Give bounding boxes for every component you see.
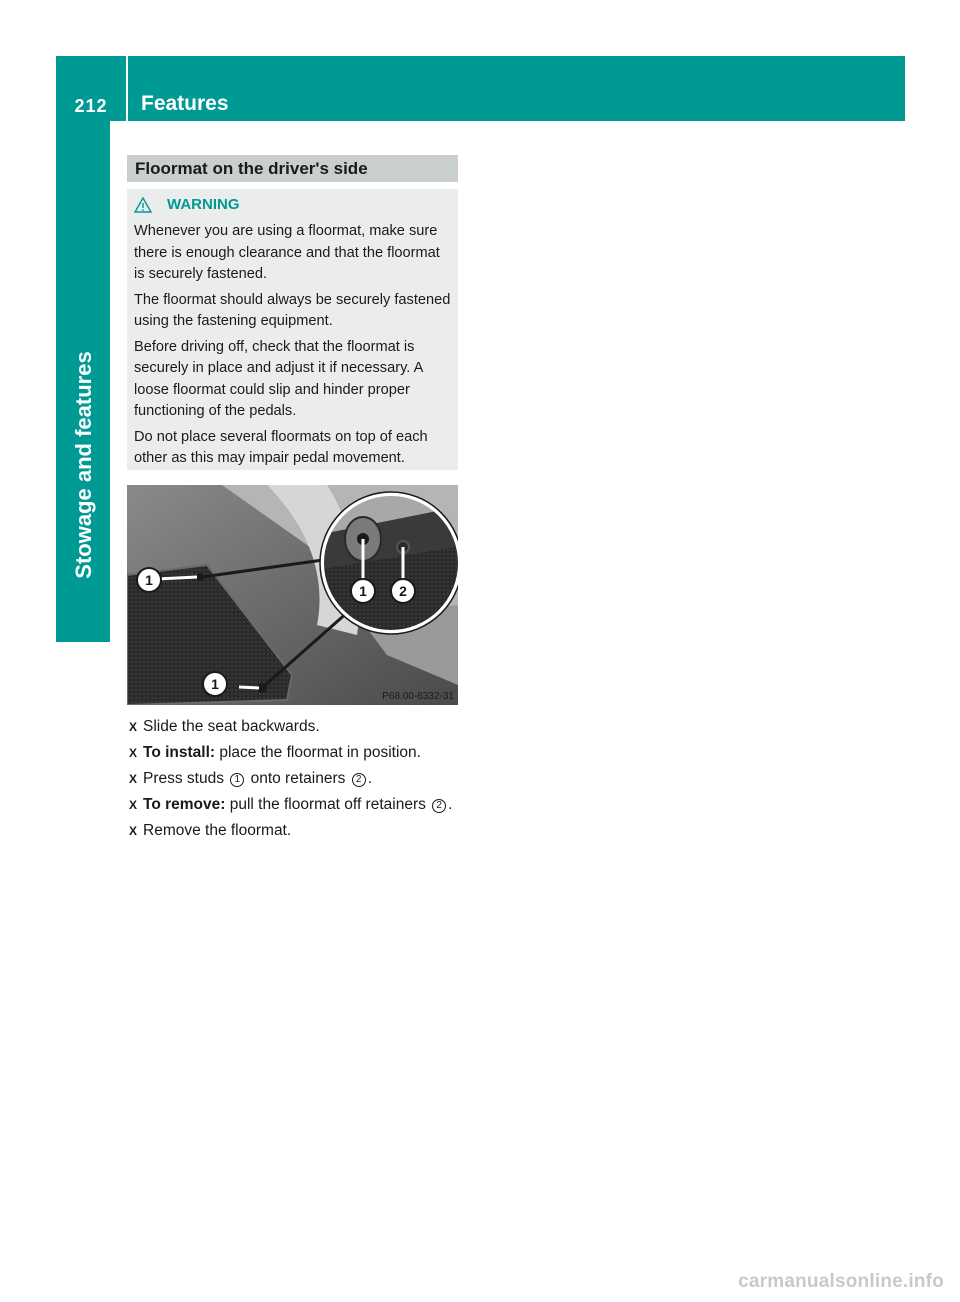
svg-text:1: 1 [211, 676, 219, 692]
step-label: To install: [143, 744, 216, 761]
step-marker: X [129, 772, 138, 786]
step-detail: . [367, 770, 372, 787]
step-text: Remove the floormat. [143, 822, 292, 839]
header-divider [126, 56, 128, 121]
callout-number: 2 [432, 799, 446, 813]
svg-text:1: 1 [145, 572, 153, 588]
step-label: To remove: [143, 796, 226, 813]
warning-title-text: WARNING [167, 196, 240, 213]
watermark[interactable]: carmanualsonline.info [738, 1271, 944, 1292]
step-text: Slide the seat backwards. [143, 718, 320, 735]
step-text [143, 768, 469, 790]
step-detail: pull the floormat off retainers [225, 796, 431, 813]
chapter-title: Features [141, 92, 229, 115]
step-item [129, 742, 469, 764]
step-marker: X [129, 746, 138, 760]
page-number: 212 [74, 96, 108, 116]
step-detail: onto retainers [246, 770, 350, 787]
callout-1-bottom [203, 672, 227, 696]
step-detail: . [448, 796, 453, 813]
step-marker: X [129, 720, 138, 734]
step-item [129, 716, 469, 738]
section-heading: Floormat on the driver's side [127, 155, 458, 182]
callout-1-left [137, 568, 161, 592]
step-marker: X [129, 824, 138, 838]
warning-paragraph: Before driving off, check that the floormat is securely in place and adjust it if necessary. A loose floormat could slip and hinder proper functioning of the pedals. [134, 338, 423, 419]
warning-triangle-icon [134, 197, 152, 213]
step-marker: X [129, 798, 138, 812]
step-detail: Press studs [143, 770, 229, 787]
warning-paragraph: The floormat should always be securely fastened using the fastening equipment. [134, 291, 451, 329]
callout-number: 1 [230, 773, 244, 787]
warning-box [127, 189, 458, 470]
instruction-steps [129, 716, 469, 846]
side-tab-label: Stowage and features [71, 351, 96, 579]
step-text [143, 794, 469, 816]
svg-text:2: 2 [399, 583, 407, 599]
warning-title [134, 196, 452, 213]
warning-paragraph: Whenever you are using a floormat, make sure there is enough clearance and that the floormat is securely fastened. [134, 223, 440, 282]
callout-1-zoom [351, 579, 375, 603]
floormat-illustration [127, 485, 458, 705]
callout-number: 2 [352, 773, 366, 787]
step-item [129, 820, 469, 842]
step-item [129, 794, 469, 816]
step-item [129, 768, 469, 790]
step-text [143, 742, 469, 764]
figure-code: P68.00-6332-31 [382, 691, 454, 702]
callout-2-zoom [391, 579, 415, 603]
warning-paragraph: Do not place several floormats on top of each other as this may impair pedal movement. [134, 428, 428, 466]
header-bar [56, 56, 905, 121]
floormat-photo [127, 485, 458, 705]
svg-text:1: 1 [359, 583, 367, 599]
step-detail: place the floormat in position. [215, 744, 421, 761]
